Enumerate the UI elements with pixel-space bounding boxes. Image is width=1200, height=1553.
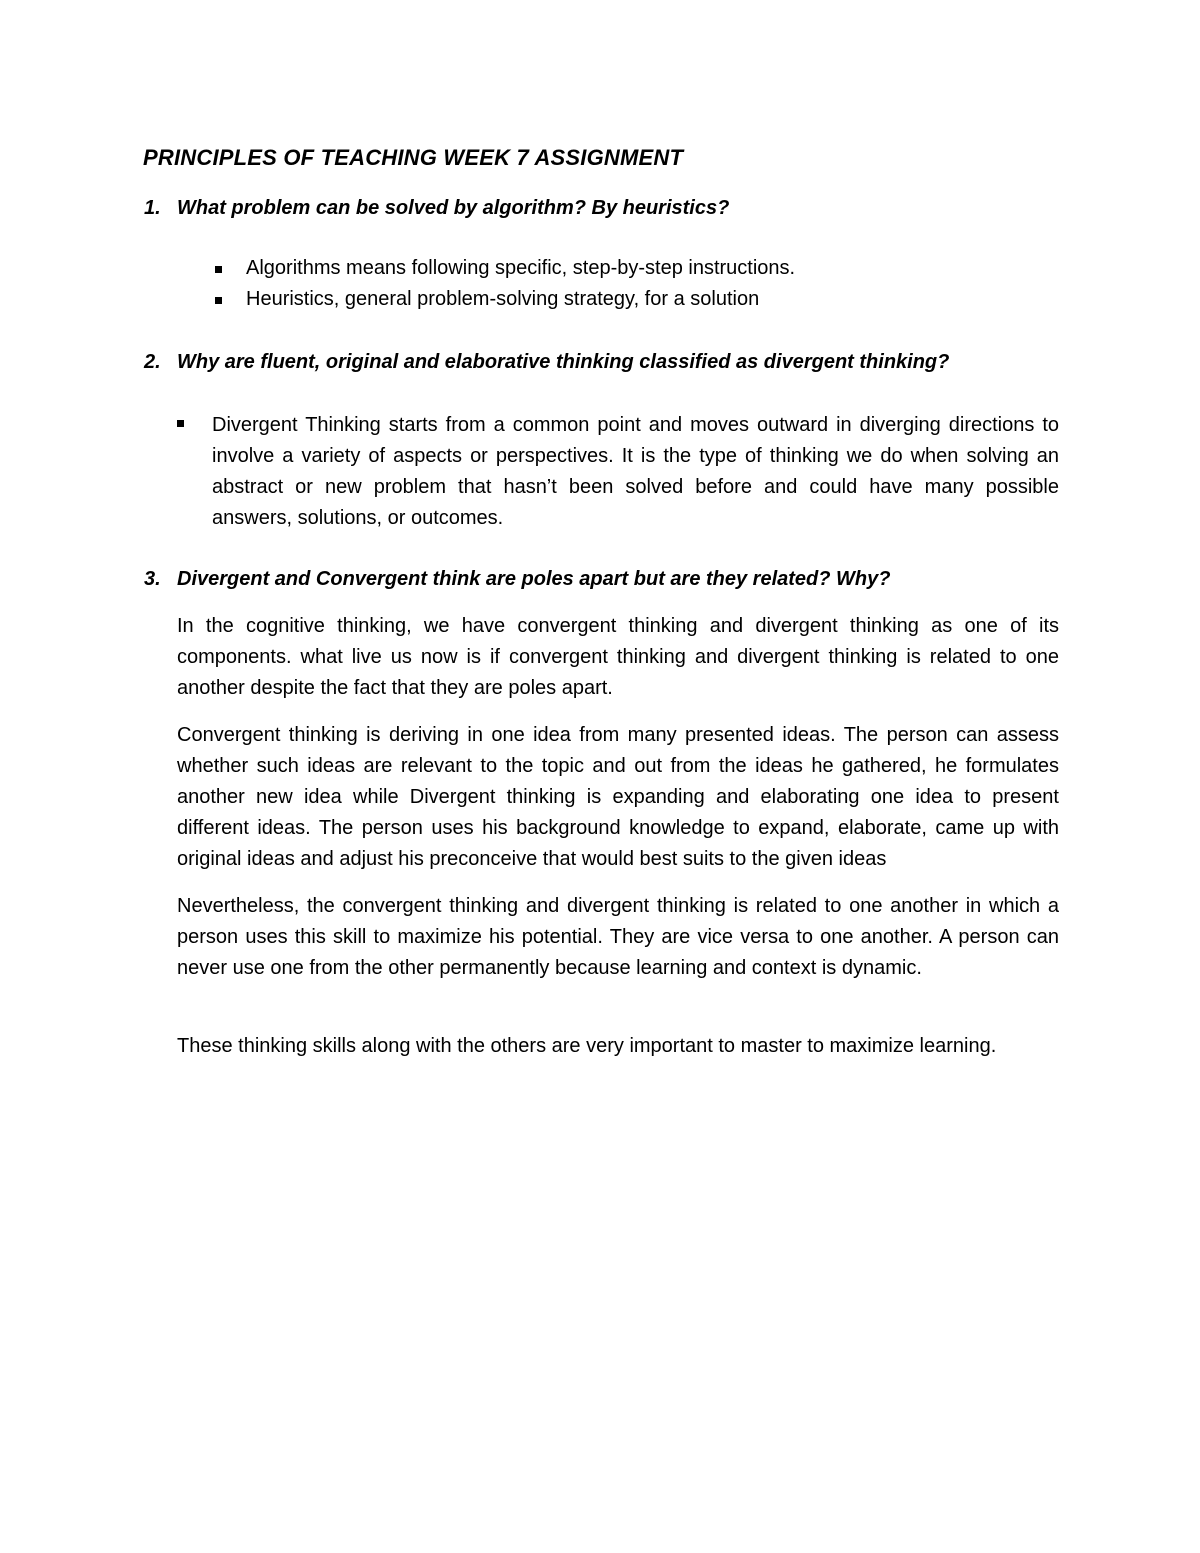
question-number: 3. (144, 568, 161, 590)
square-bullet-icon (215, 266, 222, 273)
list-item: Heuristics, general problem-solving strategy, for a solution (246, 288, 760, 310)
answer-paragraph: Convergent thinking is deriving in one idea from many presented ideas. The person can assess whether such ideas are relevant to the topic and out from the ideas he gathered, he formulates another new idea while Divergent thinking is expanding and elaborating one idea to present different ideas. The person uses his background knowledge to expand, elaborate, came up with original ideas and adjust his preconceive that would best suits to the given ideas (177, 724, 1059, 870)
answer-paragraph: Nevertheless, the convergent thinking and divergent thinking is related to one another in which a person uses this skill to maximize his potential. They are vice versa to one another. A person can never use one from the other permanently because learning and context is dynamic. (177, 895, 1059, 979)
document-title: PRINCIPLES OF TEACHING WEEK 7 ASSIGNMENT (143, 145, 684, 170)
list-item: Algorithms means following specific, step-by-step instructions. (246, 257, 796, 279)
question-3 (144, 568, 891, 591)
square-bullet-icon (215, 297, 222, 304)
question-text: What problem can be solved by algorithm? By heuristics? (177, 197, 730, 219)
question-1 (144, 197, 730, 220)
question-number: 2. (144, 351, 161, 373)
question-text: Why are fluent, original and elaborative thinking classified as divergent thinking? (177, 351, 950, 373)
question-2 (144, 351, 950, 374)
answer-paragraph: Divergent Thinking starts from a common point and moves outward in diverging directions to involve a variety of aspects or perspectives. It is the type of thinking we do when solving an abstract or new problem that hasn’t been solved before and could have many possible answers, solutions, or outcomes. (212, 414, 1059, 529)
square-bullet-icon (177, 420, 184, 427)
answer-paragraph: In the cognitive thinking, we have convergent thinking and divergent thinking as one of its components. what live us now is if convergent thinking and divergent thinking is related to one another despite the fact that they are poles apart. (177, 615, 1059, 699)
answer-paragraph: These thinking skills along with the others are very important to master to maximize learning. (177, 1035, 997, 1057)
question-text: Divergent and Convergent think are poles apart but are they related? Why? (177, 568, 891, 590)
question-number: 1. (144, 197, 161, 219)
